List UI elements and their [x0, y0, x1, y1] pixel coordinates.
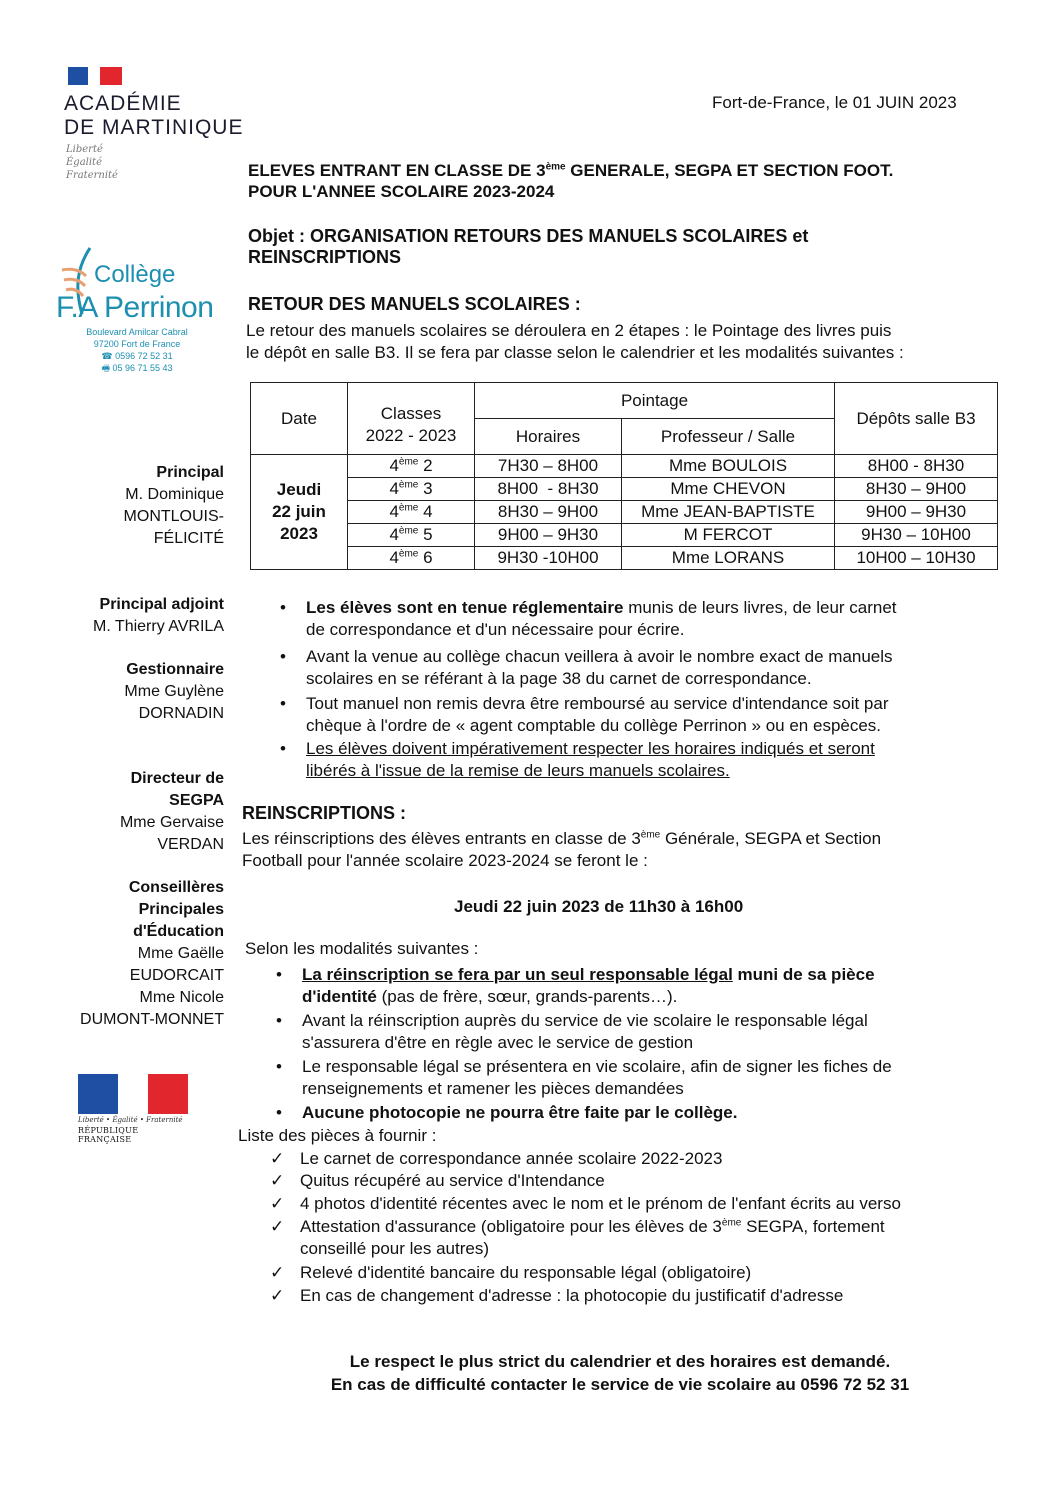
b2-line1: Avant la venue au collège chacun veillera à avoir le nombre exact de manuels — [306, 647, 893, 666]
list-item — [270, 1148, 723, 1170]
title-line1-a: ELEVES ENTRANT EN CLASSE DE 3 — [248, 161, 546, 180]
title-line2: POUR L'ANNEE SCOLAIRE 2023-2024 — [248, 182, 555, 201]
table-row — [251, 501, 998, 524]
prof-cell: Mme CHEVON — [622, 478, 835, 501]
sidebar-segpa — [120, 768, 224, 856]
reins-line2: Football pour l'année scolaire 2023-2024 se feront le : — [242, 851, 648, 870]
devise-egalite: Égalité — [66, 157, 102, 168]
republique-logo — [78, 1074, 188, 1144]
class-cell: 4ème 4 — [348, 501, 475, 524]
pieces-heading: Liste des pièces à fournir : — [238, 1126, 437, 1145]
piece-4-sup: ème — [721, 1217, 742, 1229]
prof-cell: Mme JEAN-BAPTISTE — [622, 501, 835, 524]
th-prof: Professeur / Salle — [622, 419, 835, 455]
republique-flag — [78, 1074, 188, 1114]
r-b1-bold: muni de sa pièce — [732, 965, 875, 984]
b1-bold: Les élèves sont en tenue réglementaire — [306, 598, 624, 617]
piece-4-b: SEGPA, fortement — [741, 1217, 885, 1236]
day-line1: Jeudi — [276, 480, 322, 499]
depot-cell: 9H00 – 9H30 — [835, 501, 998, 524]
gestion-name-1: Mme Guylène — [124, 683, 224, 700]
th-pointage: Pointage — [475, 383, 835, 419]
principal-title: Principal — [156, 464, 224, 481]
day-line3: 2023 — [280, 524, 318, 543]
horaire-cell: 9H00 – 9H30 — [475, 524, 622, 547]
retour-line2: le dépôt en salle B3. Il se fera par classe selon le calendrier et les modalités suivantes : — [246, 343, 904, 362]
b2-line2: scolaires en se référant à la page 38 du carnet de correspondance. — [306, 669, 812, 688]
list-item: • Avant la venue au collège chacun veillera à avoir le nombre exact de manuels scolaires en se référant à la page 38 du carnet de correspondance. — [280, 647, 893, 688]
class-cell: 4ème 6 — [348, 547, 475, 570]
horaire-cell: 9H30 -10H00 — [475, 547, 622, 570]
table-row — [251, 455, 998, 478]
check-icon: ✓ — [270, 1194, 285, 1213]
segpa-title-1: Directeur de — [130, 770, 224, 787]
objet-line1: Objet : ORGANISATION RETOURS DES MANUELS SCOLAIRES et — [248, 226, 809, 246]
doc-title — [248, 160, 893, 202]
r-b4: Aucune photocopie ne pourra être faite par le collège. — [302, 1103, 738, 1122]
piece-6: En cas de changement d'adresse : la photocopie du justificatif d'adresse — [300, 1286, 844, 1305]
day-cell — [251, 455, 348, 570]
cpe-name-3: Mme Nicole — [139, 989, 224, 1006]
cpe-name-2: EUDORCAIT — [129, 967, 224, 984]
r-b3-line1: Le responsable légal se présentera en vie scolaire, afin de signer les fiches de — [302, 1057, 892, 1076]
r-b1-l2-rest: (pas de frère, sœur, grands-parents…). — [376, 987, 678, 1006]
reinscriptions-heading: REINSCRIPTIONS : — [242, 803, 407, 823]
day-line2: 22 juin — [272, 502, 326, 521]
devise-fraternite: Fraternité — [66, 170, 118, 181]
th-horaires: Horaires — [475, 419, 622, 455]
list-item: • Aucune photocopie ne pourra être faite par le collège. — [276, 1103, 738, 1122]
list-item — [270, 1285, 844, 1307]
r-b3-line2: renseignements et ramener les pièces demandées — [302, 1079, 684, 1098]
objet-line2: REINSCRIPTIONS — [248, 247, 402, 267]
r-b1-l2-bold: d'identité — [302, 987, 377, 1006]
retour-line1: Le retour des manuels scolaires se déroulera en 2 étapes : le Pointage des livres puis — [246, 321, 892, 340]
academie-line2: DE MARTINIQUE — [64, 116, 244, 139]
list-item: • Les élèves sont en tenue réglementaire munis de leurs livres, de leur carnet de correspondance et d'un nécessaire pour écrire. — [280, 598, 897, 639]
title-line1-sup: ème — [545, 161, 566, 173]
footer-notice — [230, 1350, 1010, 1396]
footer-line2: En cas de difficulté contacter le service de vie scolaire au 0596 72 52 31 — [330, 1375, 910, 1394]
republique-devise: Liberté • Égalité • Fraternité — [78, 1116, 183, 1124]
college-phone: ☎ 0596 72 52 31 — [101, 351, 173, 361]
list-item — [270, 1193, 901, 1215]
academie-line1: ACADÉMIE — [64, 92, 182, 115]
check-icon: ✓ — [270, 1217, 285, 1236]
piece-4-a: Attestation d'assurance (obligatoire pour les élèves de 3 — [300, 1217, 722, 1236]
college-logo-line2: F.A Perrinon — [56, 291, 214, 324]
r-b2-line2: s'assurera d'être en règle avec le service de gestion — [302, 1033, 694, 1052]
prof-cell: Mme BOULOIS — [622, 455, 835, 478]
r-b1-underline: La réinscription se fera par un seul responsable légal — [302, 965, 733, 984]
principal-name-1: M. Dominique — [125, 486, 224, 503]
th-classes — [348, 383, 475, 455]
piece-5: Relevé d'identité bancaire du responsable légal (obligatoire) — [300, 1263, 752, 1282]
check-icon: ✓ — [270, 1286, 285, 1305]
b4-line1: Les élèves doivent impérativement respecter les horaires indiqués et seront — [306, 739, 875, 758]
check-icon: ✓ — [270, 1149, 285, 1168]
cpe-title-3: d'Éducation — [133, 923, 224, 940]
sidebar-cpe — [80, 877, 224, 1031]
class-cell: 4ème 3 — [348, 478, 475, 501]
reinscriptions-modalites: Selon les modalités suivantes : — [245, 939, 479, 958]
list-item: • Avant la réinscription auprès du service de vie scolaire le responsable légal s'assurera d'être en règle avec le service de gestion — [276, 1011, 868, 1052]
retour-heading: RETOUR DES MANUELS SCOLAIRES : — [248, 294, 581, 314]
th-date: Date — [251, 383, 348, 455]
check-icon: ✓ — [270, 1171, 285, 1190]
class-cell: 4ème 2 — [348, 455, 475, 478]
reinscriptions-date: Jeudi 22 juin 2023 de 11h30 à 16h00 — [454, 897, 744, 916]
reins-line1-b: Générale, SEGPA et Section — [660, 829, 882, 848]
depot-cell: 8H00 - 8H30 — [835, 455, 998, 478]
segpa-name-1: Mme Gervaise — [119, 814, 224, 831]
gestion-name-2: DORNADIN — [138, 705, 224, 722]
segpa-title-2: SEGPA — [169, 792, 224, 809]
horaire-cell: 7H30 – 8H00 — [475, 455, 622, 478]
schedule-table — [250, 382, 998, 570]
academie-flag — [68, 67, 122, 85]
list-item: • La réinscription se fera par un seul responsable légal muni de sa pièce d'identité (pas de frère, sœur, grands-parents…). — [276, 965, 875, 1006]
college-address — [78, 326, 196, 374]
document-date: Fort-de-France, le 01 JUIN 2023 — [712, 93, 957, 112]
b4-line2: libérés à l'issue de la remise de leurs manuels scolaires. — [306, 761, 730, 780]
th-depots: Dépôts salle B3 — [835, 383, 998, 455]
list-item: • Les élèves doivent impérativement respecter les horaires indiqués et seront libérés à l'issue de la remise de leurs manuels scolaires. — [280, 739, 875, 780]
academie-devise — [66, 143, 118, 182]
th-classes-label: Classes — [380, 403, 442, 423]
title-line1-b: GENERALE, SEGPA ET SECTION FOOT. — [565, 161, 894, 180]
reinscriptions-text — [242, 828, 881, 872]
class-cell: 4ème 5 — [348, 524, 475, 547]
sidebar-principal — [124, 462, 224, 550]
adjoint-name: M. Thierry AVRILA — [93, 618, 224, 635]
academie-name — [64, 92, 243, 140]
college-logo-line1: Collège — [94, 261, 176, 288]
list-item: • Le responsable légal se présentera en vie scolaire, afin de signer les fiches de renseignements et ramener les pièces demandées — [276, 1057, 892, 1098]
r-b2-line1: Avant la réinscription auprès du service de vie scolaire le responsable légal — [302, 1011, 868, 1030]
cpe-name-1: Mme Gaëlle — [137, 945, 224, 962]
reins-line1-sup: ème — [640, 829, 661, 841]
prof-cell: Mme LORANS — [622, 547, 835, 570]
list-item — [270, 1262, 752, 1284]
table-row — [251, 524, 998, 547]
horaire-cell: 8H30 – 9H00 — [475, 501, 622, 524]
sidebar-adjoint — [93, 594, 224, 638]
prof-cell: M FERCOT — [622, 524, 835, 547]
cpe-name-4: DUMONT-MONNET — [80, 1011, 224, 1028]
cpe-title-2: Principales — [138, 901, 224, 918]
footer-line1: Le respect le plus strict du calendrier et des horaires est demandé. — [349, 1352, 891, 1371]
depot-cell: 10H00 – 10H30 — [835, 547, 998, 570]
list-item — [270, 1216, 885, 1260]
reins-line1-a: Les réinscriptions des élèves entrants en classe de 3 — [242, 829, 641, 848]
piece-3: 4 photos d'identité récentes avec le nom et le prénom de l'enfant écrits au verso — [300, 1194, 901, 1213]
college-fax: 🖷 05 96 71 55 43 — [101, 363, 173, 373]
objet — [248, 226, 808, 268]
depot-cell: 9H30 – 10H00 — [835, 524, 998, 547]
b3-line1: Tout manuel non remis devra être remboursé au service d'intendance soit par — [306, 694, 889, 713]
piece-2: Quitus récupéré au service d'Intendance — [300, 1171, 605, 1190]
b3-line2: chèque à l'ordre de « agent comptable du collège Perrinon » ou en espèces. — [306, 716, 882, 735]
adjoint-title: Principal adjoint — [99, 596, 224, 613]
republique-name: RÉPUBLIQUE FRANÇAISE — [78, 1126, 139, 1144]
list-item: • Tout manuel non remis devra être remboursé au service d'intendance soit par chèque à l'ordre de « agent comptable du collège Perrinon » ou en espèces. — [280, 694, 889, 735]
retour-text — [246, 320, 904, 364]
sidebar-gestionnaire — [124, 659, 224, 725]
horaire-cell: 8H00 - 8H30 — [475, 478, 622, 501]
th-classes-year: 2022 - 2023 — [365, 425, 457, 445]
devise-liberte: Liberté — [66, 144, 103, 155]
college-address-street: Boulevard Amilcar Cabral — [86, 327, 188, 337]
check-icon: ✓ — [270, 1263, 285, 1282]
cpe-title-1: Conseillères — [128, 879, 224, 896]
b1-rest: munis de leurs livres, de leur carnet — [623, 598, 897, 617]
depot-cell: 8H30 – 9H00 — [835, 478, 998, 501]
table-row — [251, 478, 998, 501]
principal-name-3: FÉLICITÉ — [153, 530, 224, 547]
table-row — [251, 547, 998, 570]
gestion-title: Gestionnaire — [126, 661, 224, 678]
b1-line2: de correspondance et d'un nécessaire pour écrire. — [306, 620, 685, 639]
piece-4-line2: conseillé pour les autres) — [300, 1239, 489, 1258]
segpa-name-2: VERDAN — [157, 836, 224, 853]
principal-name-2: MONTLOUIS- — [123, 508, 224, 525]
college-address-city: 97200 Fort de France — [93, 339, 181, 349]
list-item — [270, 1170, 605, 1192]
piece-1: Le carnet de correspondance année scolaire 2022-2023 — [300, 1149, 723, 1168]
